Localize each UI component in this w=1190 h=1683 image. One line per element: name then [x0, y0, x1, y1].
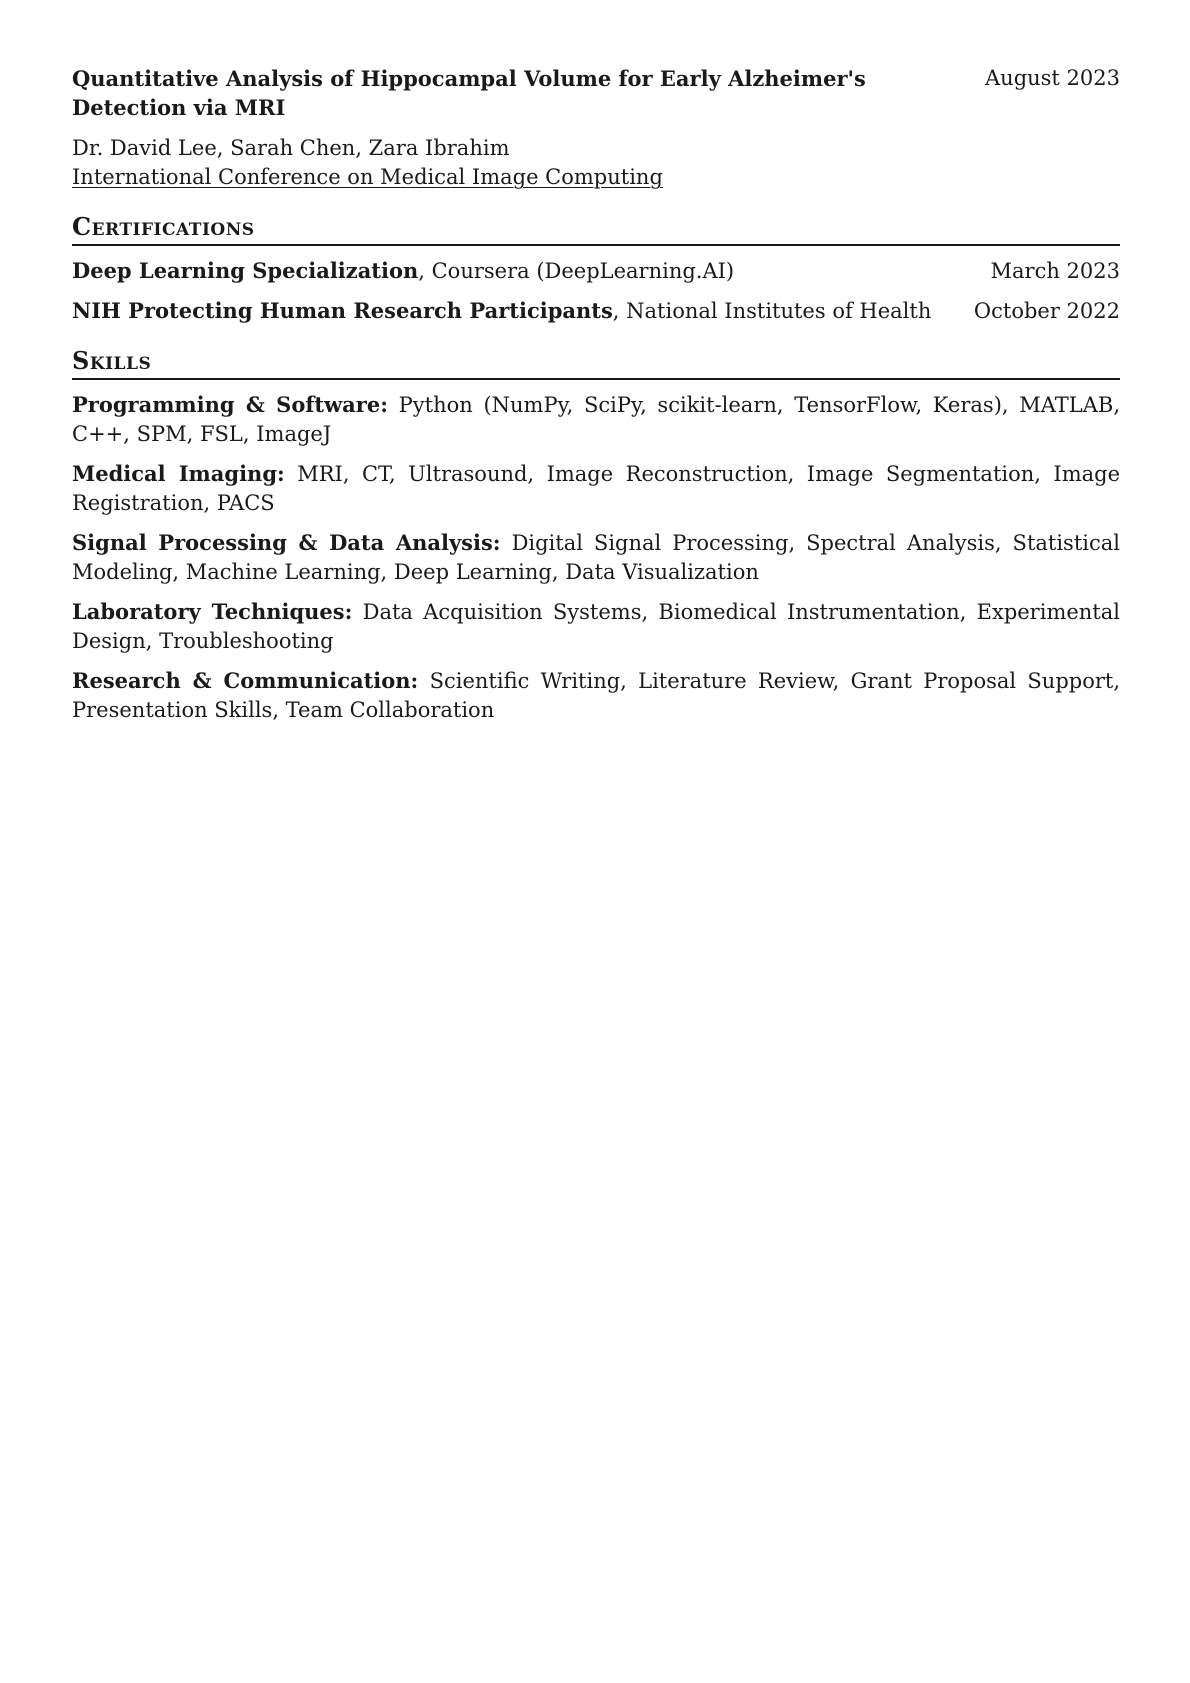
- certification-item: [72, 296, 1120, 326]
- publication-header: [72, 64, 1120, 122]
- skill-value: Scientific Writing, Literature Review, Grant Proposal Support, Presentation Skills, Team Collaboration: [72, 669, 1120, 722]
- certification-name: NIH Protecting Human Research Participants: [72, 298, 613, 323]
- publication-venue-link[interactable]: International Conference on Medical Image Computing: [72, 165, 663, 189]
- certification-text: [72, 296, 931, 326]
- skill-label: Programming & Software:: [72, 392, 388, 417]
- publication-authors: Dr. David Lee, Sarah Chen, Zara Ibrahim: [72, 136, 510, 160]
- skill-item: [72, 459, 1120, 518]
- publication-date: August 2023: [985, 66, 1120, 90]
- certifications-heading: Certifications: [72, 212, 1120, 246]
- skill-item: [72, 597, 1120, 656]
- skill-value: MRI, CT, Ultrasound, Image Reconstruction, Image Segmentation, Image Registration, PACS: [72, 462, 1120, 515]
- skill-value: Python (NumPy, SciPy, scikit-learn, TensorFlow, Keras), MATLAB, C++, SPM, FSL, ImageJ: [72, 393, 1120, 446]
- certification-date: March 2023: [990, 259, 1120, 283]
- skill-item: [72, 666, 1120, 725]
- certification-issuer: , National Institutes of Health: [612, 299, 932, 323]
- certification-date: October 2022: [973, 299, 1120, 323]
- certification-issuer: , Coursera (DeepLearning.AI): [418, 259, 735, 283]
- skill-value: Data Acquisition Systems, Biomedical Instrumentation, Experimental Design, Troubleshooting: [72, 600, 1120, 653]
- skill-item: [72, 390, 1120, 449]
- skill-label: Medical Imaging:: [72, 461, 285, 486]
- certification-name: Deep Learning Specialization: [72, 258, 419, 283]
- certification-item: [72, 256, 1120, 286]
- skill-label: Laboratory Techniques:: [72, 599, 353, 624]
- skill-item: [72, 528, 1120, 587]
- certification-text: [72, 256, 734, 286]
- skill-label: Research & Communication:: [72, 668, 419, 693]
- publication-title: Quantitative Analysis of Hippocampal Volume for Early Alzheimer's Detection via MRI: [72, 66, 866, 120]
- resume-page: [72, 64, 1120, 725]
- publication-entry: [72, 64, 1120, 192]
- skill-value: Digital Signal Processing, Spectral Analysis, Statistical Modeling, Machine Learning, Deep Learning, Data Visualization: [72, 531, 1120, 584]
- skill-label: Signal Processing & Data Analysis:: [72, 530, 501, 555]
- skills-heading: Skills: [72, 346, 1120, 380]
